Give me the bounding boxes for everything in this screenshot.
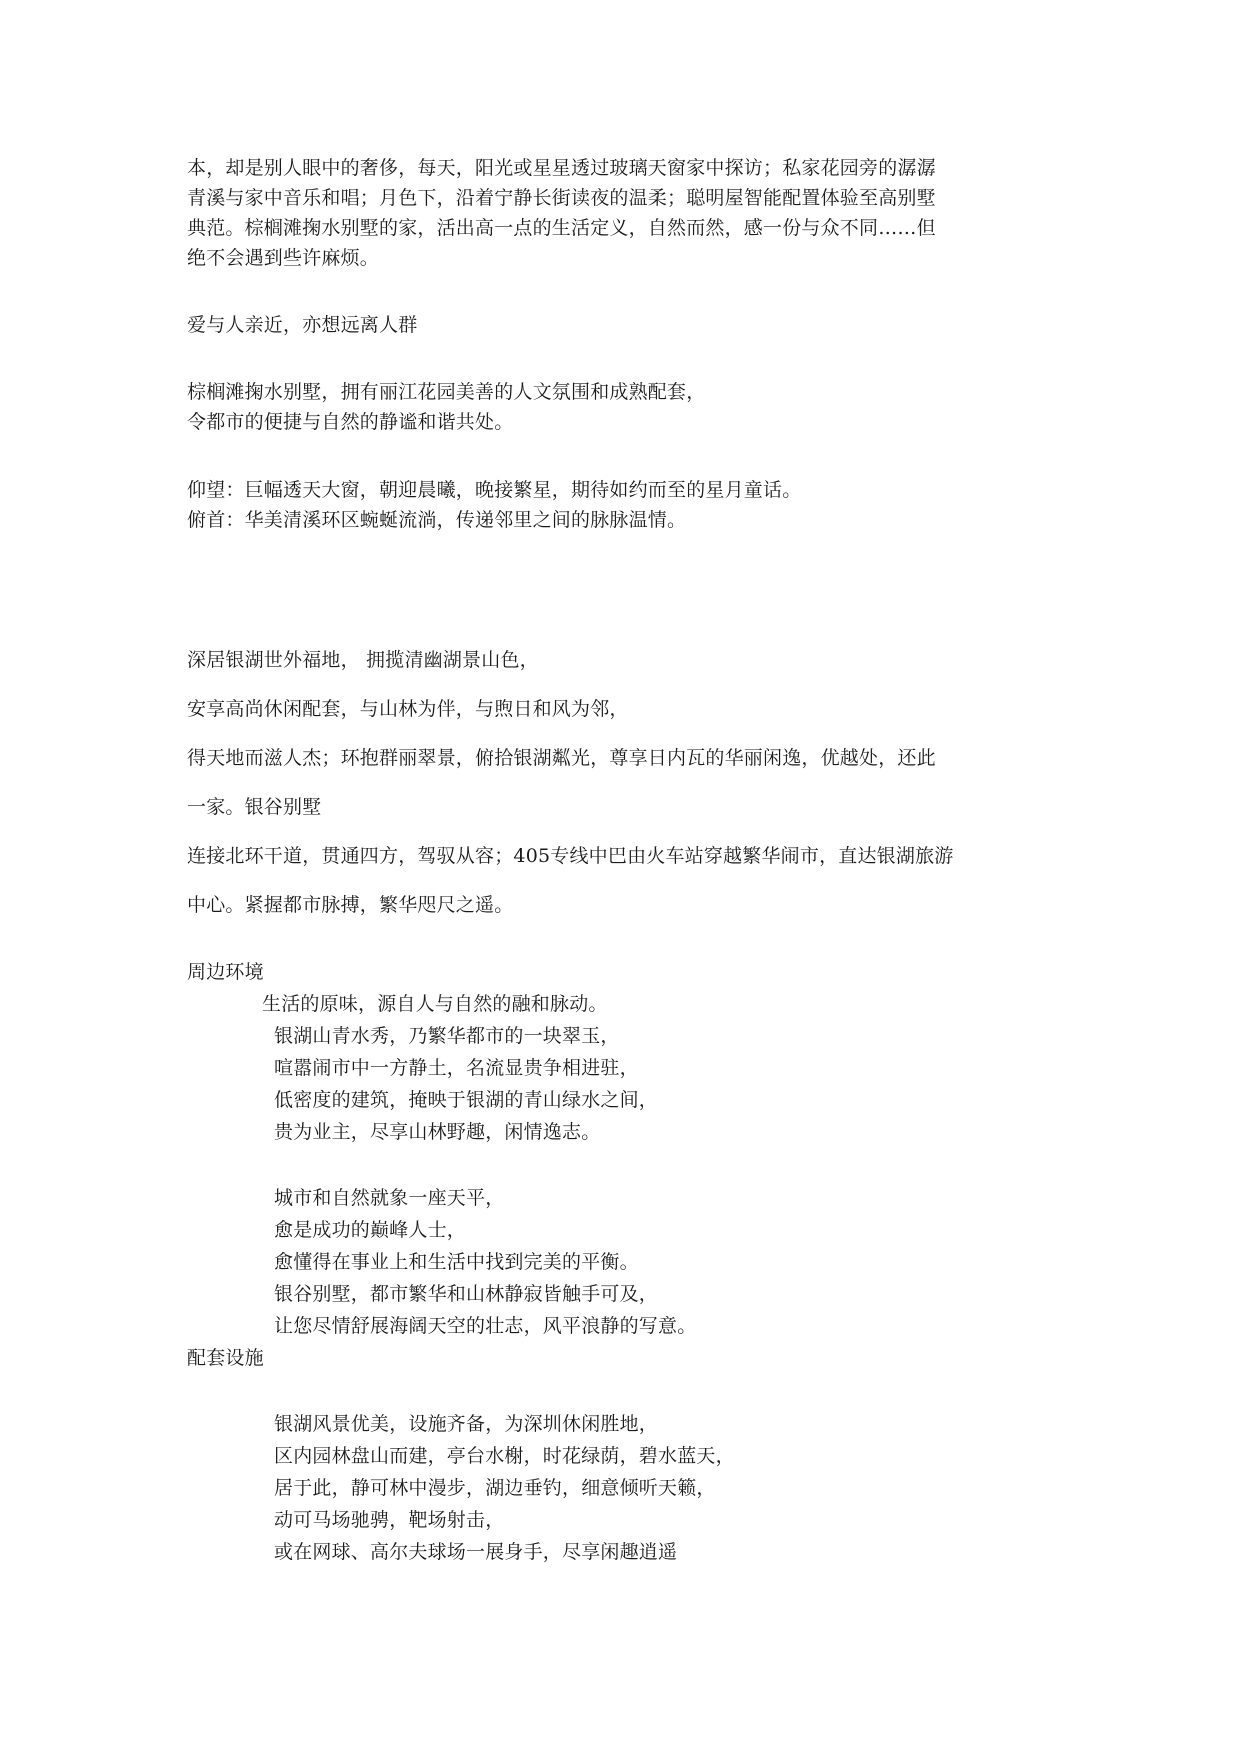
poem-line: 城市和自然就象一座天平， — [274, 1187, 505, 1209]
paragraph-line: 棕榈滩掬水别墅，拥有丽江花园美善的人文氛围和成熟配套， — [187, 381, 706, 403]
poem-line: 动可马场驰骋，靶场射击， — [274, 1509, 505, 1531]
paragraph-line: 本，却是别人眼中的奢侈，每天，阳光或星星透过玻璃天窗家中探访；私家花园旁的潺潺 — [187, 157, 936, 179]
paragraph-line: 深居银湖世外福地， 拥揽清幽湖景山色， — [187, 649, 539, 671]
paragraph-line: 典范。棕榈滩掬水别墅的家，活出高一点的生活定义，自然而然，感一份与众不同……但 — [187, 217, 936, 239]
section-heading-facilities: 配套设施 — [187, 1347, 264, 1369]
paragraph-line: 青溪与家中音乐和唱；月色下，沿着宁静长街读夜的温柔；聪明屋智能配置体验至高别墅 — [187, 187, 936, 209]
paragraph-line: 一家。银谷别墅 — [187, 796, 322, 818]
section-heading-environment: 周边环境 — [187, 961, 264, 983]
poem-line: 愈是成功的巅峰人士， — [274, 1219, 467, 1241]
poem-line: 低密度的建筑，掩映于银湖的青山绿水之间， — [274, 1089, 659, 1111]
poem-line: 愈懂得在事业上和生活中找到完美的平衡。 — [274, 1251, 639, 1273]
poem-line: 银谷别墅，都市繁华和山林静寂皆触手可及， — [274, 1283, 659, 1305]
paragraph-line: 仰望：巨幅透天大窗，朝迎晨曦，晚接繁星，期待如约而至的星月童话。 — [187, 479, 802, 501]
poem-line: 贵为业主，尽享山林野趣，闲情逸志。 — [274, 1121, 601, 1143]
poem-line: 银湖山青水秀，乃繁华都市的一块翠玉， — [274, 1025, 620, 1047]
poem-line: 区内园林盘山而建，亭台水榭，时花绿荫，碧水蓝天， — [274, 1445, 735, 1467]
section-heading-love: 爱与人亲近，亦想远离人群 — [187, 314, 418, 336]
poem-line: 居于此，静可林中漫步，湖边垂钓，细意倾听天籁， — [274, 1477, 716, 1499]
poem-line: 银湖风景优美，设施齐备，为深圳休闲胜地， — [274, 1413, 659, 1435]
paragraph-line: 连接北环干道，贯通四方，驾驭从容；405专线中巴由火车站穿越繁华闹市，直达银湖旅游 — [187, 845, 954, 867]
poem-line: 或在网球、高尔夫球场一展身手，尽享闲趣逍遥 — [274, 1541, 678, 1563]
poem-line: 喧嚣闹市中一方静土，名流显贵争相进驻， — [274, 1057, 639, 1079]
paragraph-line: 令都市的便捷与自然的静谧和谐共处。 — [187, 411, 514, 433]
paragraph-line: 中心。紧握都市脉搏，繁华咫尺之遥。 — [187, 894, 514, 916]
poem-line: 让您尽情舒展海阔天空的壮志，风平浪静的写意。 — [274, 1315, 697, 1337]
paragraph-line: 绝不会遇到些许麻烦。 — [187, 247, 380, 269]
paragraph-line: 得天地而滋人杰；环抱群丽翠景，俯拾银湖粼光，尊享日内瓦的华丽闲逸，优越处，还此 — [187, 747, 936, 769]
paragraph-line: 俯首：华美清溪环区蜿蜒流淌，传递邻里之间的脉脉温情。 — [187, 509, 687, 531]
poem-line: 生活的原味，源自人与自然的融和脉动。 — [262, 993, 608, 1015]
paragraph-line: 安享高尚休闲配套，与山林为伴，与煦日和风为邻， — [187, 698, 629, 720]
